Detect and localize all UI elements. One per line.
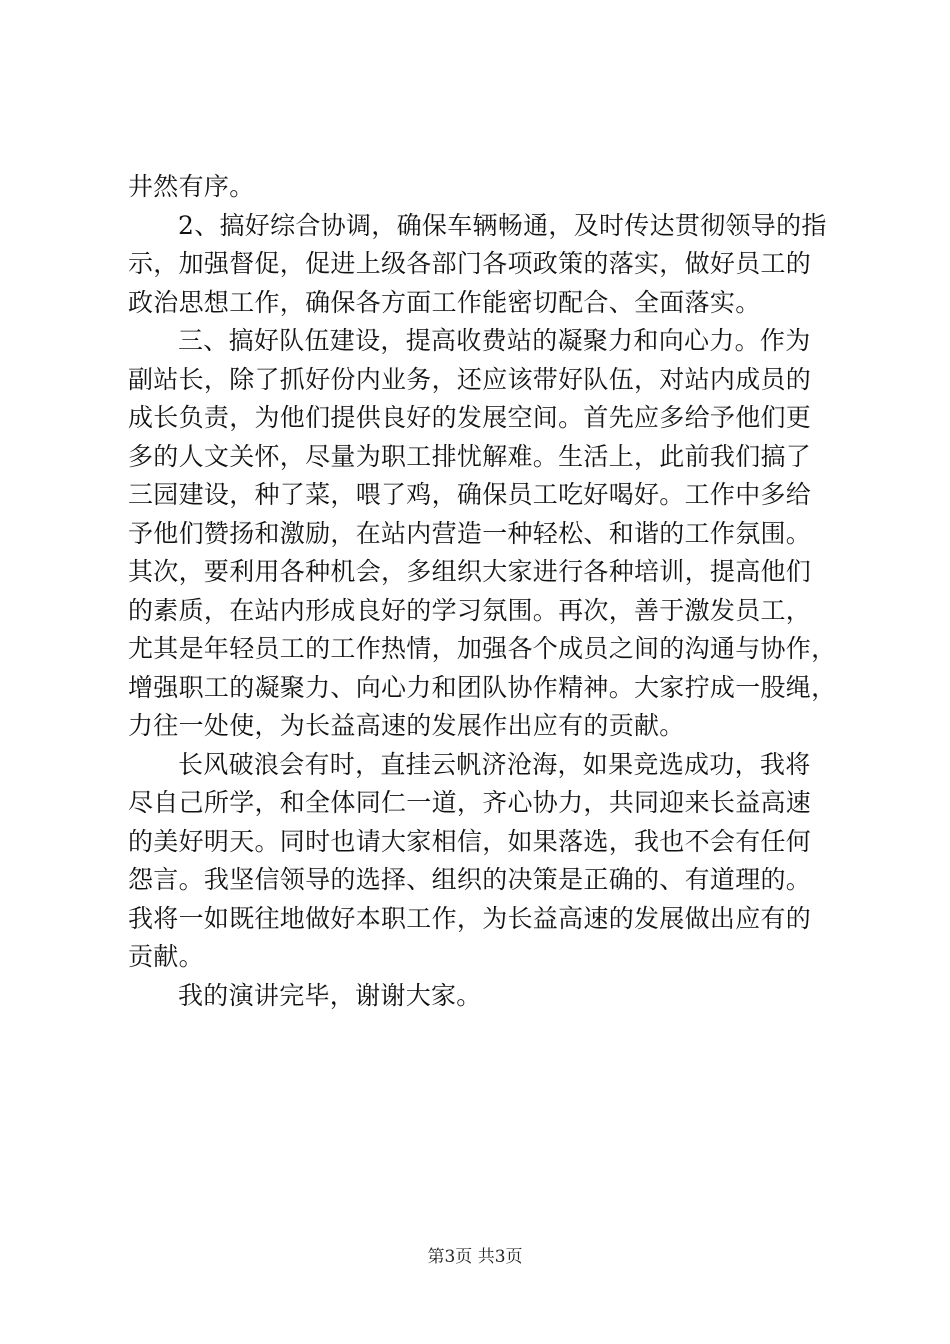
text-line: 的美好明天。同时也请大家相信，如果落选，我也不会有任何 bbox=[128, 826, 812, 856]
text-line: 我将一如既往地做好本职工作，为长益高速的发展做出应有的 bbox=[128, 903, 812, 933]
body-text bbox=[128, 168, 837, 1015]
text-line: 的素质，在站内形成良好的学习氛围。再次，善于激发员工， bbox=[128, 595, 812, 625]
text-line: 力往一处使，为长益高速的发展作出应有的贡献。 bbox=[128, 711, 685, 740]
text-line: 怨言。我坚信领导的选择、组织的决策是正确的、有道理的。 bbox=[128, 865, 812, 894]
text-line: 2、搞好综合协调，确保车辆畅通，及时传达贯彻领导的指 bbox=[178, 210, 827, 240]
text-line: 示，加强督促，促进上级各部门各项政策的落实，做好员工的 bbox=[128, 249, 812, 278]
text-line: 其次，要利用各种机会，多组织大家进行各种培训，提高他们 bbox=[128, 557, 812, 586]
text-line: 长风破浪会有时，直挂云帆济沧海，如果竞选成功，我将 bbox=[178, 749, 811, 779]
text-line: 尽自己所学，和全体同仁一道，齐心协力，共同迎来长益高速 bbox=[128, 788, 812, 817]
text-line: 三、搞好队伍建设，提高收费站的凝聚力和向心力。作为 bbox=[178, 326, 811, 355]
text-line: 增强职工的凝聚力、向心力和团队协作精神。大家拧成一股绳， bbox=[128, 672, 837, 702]
text-line: 成长负责，为他们提供良好的发展空间。首先应多给予他们更 bbox=[128, 403, 812, 432]
text-line: 予他们赞扬和激励，在站内营造一种轻松、和谐的工作氛围。 bbox=[128, 518, 812, 548]
text-line: 尤其是年轻员工的工作热情，加强各个成员之间的沟通与协作， bbox=[128, 634, 837, 663]
page-footer: 第3页 共3页 bbox=[427, 1247, 523, 1267]
text-line: 副站长，除了抓好份内业务，还应该带好队伍，对站内成员的 bbox=[128, 364, 812, 394]
text-line: 三园建设，种了菜，喂了鸡，确保员工吃好喝好。工作中多给 bbox=[128, 480, 812, 509]
text-line: 我的演讲完毕，谢谢大家。 bbox=[178, 980, 482, 1010]
text-line: 贡献。 bbox=[128, 942, 204, 971]
text-line: 政治思想工作，确保各方面工作能密切配合、全面落实。 bbox=[128, 287, 761, 317]
text-line: 井然有序。 bbox=[128, 172, 255, 201]
text-line: 多的人文关怀，尽量为职工排忧解难。生活上，此前我们搞了 bbox=[128, 441, 812, 471]
